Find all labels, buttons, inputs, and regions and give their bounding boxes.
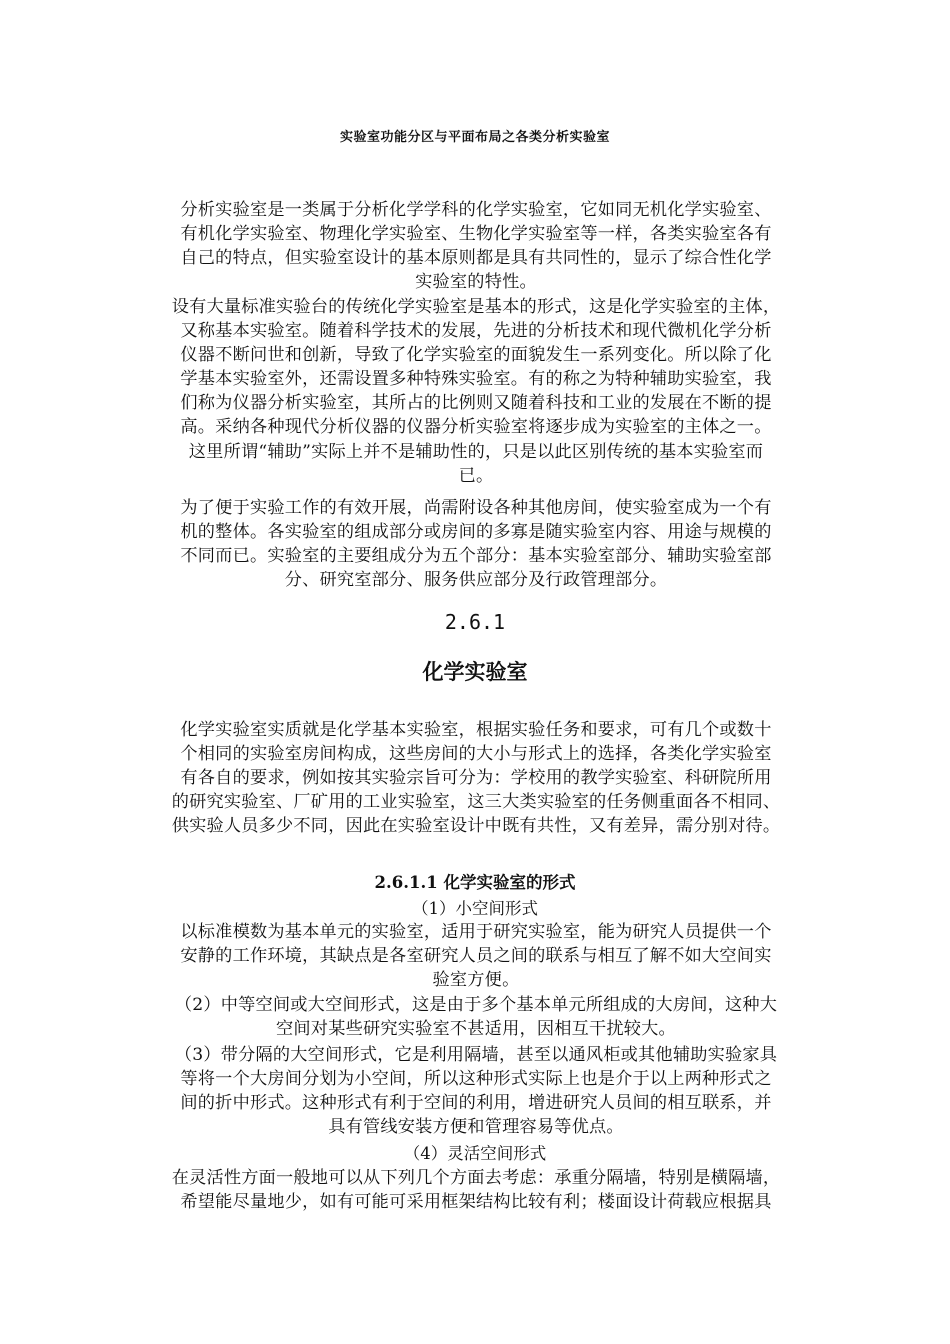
text-line: 设有大量标准实验台的传统化学实验室是基本的形式，这是化学实验室的主体， bbox=[171, 297, 781, 317]
text-line: 们称为仪器分析实验室，其所占的比例则又随着科技和工业的发展在不断的提 bbox=[180, 393, 772, 414]
form-4-heading: （4）灵活空间形式 bbox=[403, 1144, 547, 1163]
text-line: 个相同的实验室房间构成，这些房间的大小与形式上的选择，各类化学实验室 bbox=[180, 744, 772, 765]
text-line: 这里所谓“辅助”实际上并不是辅助性的，只是以此区别传统的基本实验室而 bbox=[188, 441, 764, 462]
text-line: 安静的工作环境，其缺点是各室研究人员之间的联系与相互了解不如大空间实 bbox=[180, 946, 772, 967]
intro-paragraph-2 bbox=[150, 295, 802, 488]
text-line: 具有管线安装方便和管理容易等优点。 bbox=[328, 1117, 624, 1138]
text-line: （2）中等空间或大空间形式，这是由于多个基本单元所组成的大房间，这种大 bbox=[174, 995, 778, 1015]
text-line: 高。采纳各种现代分析仪器的仪器分析实验室将逐步成为实验室的主体之一。 bbox=[180, 417, 772, 438]
text-line: 实验室的特性。 bbox=[415, 272, 537, 293]
text-line: 以标准模数为基本单元的实验室，适用于研究实验室，能为研究人员提供一个 bbox=[180, 922, 772, 942]
text-line: 希望能尽量地少，如有可能可采用框架结构比较有利；楼面设计荷载应根据具 bbox=[180, 1192, 772, 1213]
text-line: 又称基本实验室。随着科学技术的发展，先进的分析技术和现代微机化学分析 bbox=[180, 321, 772, 342]
form-3-text bbox=[150, 1043, 802, 1139]
document-title: 实验室功能分区与平面布局之各类分析实验室 bbox=[339, 130, 610, 145]
section-title: 化学实验室 bbox=[422, 660, 528, 684]
text-line: 已。 bbox=[458, 465, 494, 486]
text-line: 等将一个大房间分划为小空间，所以这种形式实际上也是介于以上两种形式之 bbox=[180, 1069, 772, 1090]
text-line: 学基本实验室外，还需设置多种特殊实验室。有的称之为特种辅助实验室，我 bbox=[180, 369, 772, 390]
section-number: 2.6.1 bbox=[444, 610, 506, 634]
form-2-text bbox=[150, 993, 802, 1041]
text-line: 有机化学实验室、物理化学实验室、生物化学实验室等一样，各类实验室各有 bbox=[180, 224, 772, 245]
text-line: （3）带分隔的大空间形式，它是利用隔墙，甚至以通风柜或其他辅助实验家具 bbox=[174, 1045, 778, 1065]
section-paragraph bbox=[150, 718, 802, 838]
text-line: 化学实验室实质就是化学基本实验室，根据实验任务和要求，可有几个或数十 bbox=[180, 720, 772, 740]
text-line: 空间对某些研究实验室不甚适用，因相互干扰较大。 bbox=[276, 1019, 676, 1040]
text-line: 为了便于实验工作的有效开展，尚需附设各种其他房间，使实验室成为一个有 bbox=[180, 498, 772, 518]
text-line: 供实验人员多少不同，因此在实验室设计中既有共性，又有差异，需分别对待。 bbox=[171, 816, 781, 837]
intro-paragraph-3 bbox=[150, 496, 802, 592]
form-1-text bbox=[150, 920, 802, 992]
intro-paragraph-1 bbox=[150, 198, 802, 294]
text-line: 分、研究室部分、服务供应部分及行政管理部分。 bbox=[284, 570, 668, 591]
text-line: 的研究实验室、厂矿用的工业实验室，这三大类实验室的任务侧重面各不相同、 bbox=[171, 792, 781, 813]
text-line: 不同而已。实验室的主要组成分为五个部分：基本实验室部分、辅助实验室部 bbox=[180, 546, 772, 567]
text-line: 有各自的要求，例如按其实验宗旨可分为：学校用的教学实验室、科研院所用 bbox=[180, 768, 772, 789]
text-line: 机的整体。各实验室的组成部分或房间的多寡是随实验室内容、用途与规模的 bbox=[180, 522, 772, 543]
text-line: 分析实验室是一类属于分析化学学科的化学实验室，它如同无机化学实验室、 bbox=[180, 200, 772, 220]
form-4-text bbox=[150, 1166, 802, 1214]
form-1-heading: （1）小空间形式 bbox=[412, 899, 538, 918]
text-line: 验室方便。 bbox=[432, 970, 520, 991]
subsection-title: 2.6.1.1 化学实验室的形式 bbox=[374, 873, 576, 892]
text-line: 间的折中形式。这种形式有利于空间的利用，增进研究人员间的相互联系，并 bbox=[180, 1093, 772, 1114]
text-line: 自己的特点，但实验室设计的基本原则都是具有共同性的，显示了综合性化学 bbox=[180, 248, 772, 269]
text-line: 仪器不断问世和创新，导致了化学实验室的面貌发生一系列变化。所以除了化 bbox=[180, 345, 772, 366]
text-line: 在灵活性方面一般地可以从下列几个方面去考虑：承重分隔墙，特别是横隔墙， bbox=[171, 1168, 781, 1188]
